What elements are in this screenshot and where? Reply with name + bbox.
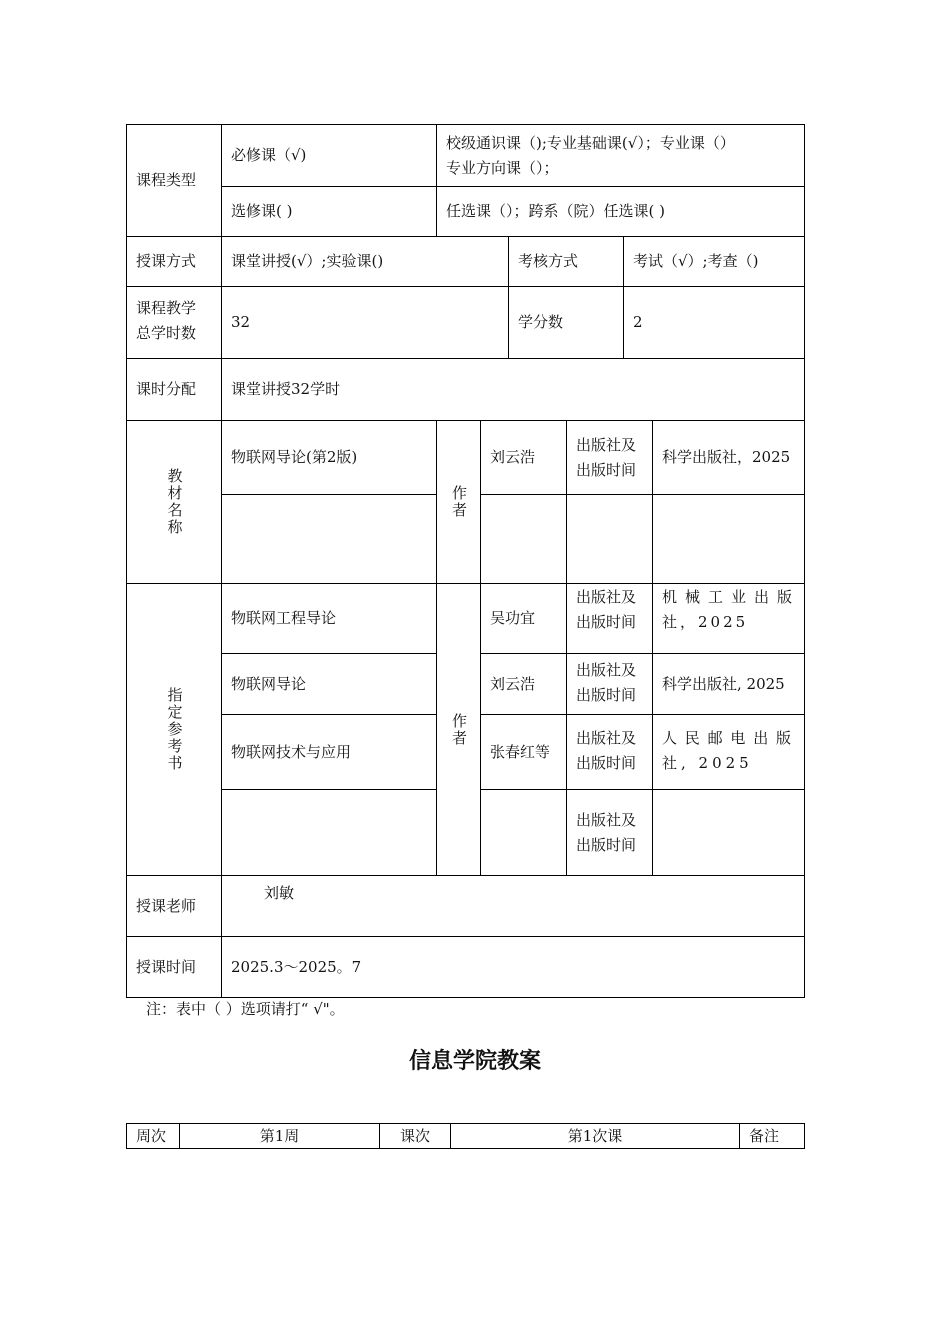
- schedule-value: 2025.3～2025。7: [221, 936, 805, 998]
- reference-3-publisher-label: [566, 714, 653, 790]
- textbook-author-label: [436, 420, 481, 584]
- week-label: 周次: [126, 1123, 180, 1149]
- lesson-label: 课次: [379, 1123, 451, 1149]
- reference-3-publisher: 人民邮电出版社, 2025: [652, 714, 805, 790]
- course-type-label: 课程类型: [126, 124, 222, 237]
- textbook-1-name: 物联网导论(第2版): [221, 420, 437, 495]
- reference-2-publisher: 科学出版社, 2025: [652, 653, 805, 715]
- publisher-label-line1: 出版社及: [576, 661, 637, 679]
- textbook-1-author: 刘云浩: [480, 420, 567, 495]
- textbook-2-publisher: [652, 494, 805, 584]
- reference-3-author: 张春红等: [480, 714, 567, 790]
- schedule-label: 授课时间: [126, 936, 222, 998]
- hour-allocation-value: 课堂讲授32学时: [221, 358, 805, 421]
- elective-course-options: 任选课（）；跨系（院）任选课( ): [436, 186, 805, 237]
- remark-label: 备注: [739, 1123, 805, 1149]
- hour-allocation-label: 课时分配: [126, 358, 222, 421]
- publisher-label-line2: 出版时间: [576, 613, 637, 631]
- textbook-1-publisher: 科学出版社，2025: [652, 420, 805, 495]
- reference-1-publisher-label: [566, 583, 653, 654]
- credit-label: 学分数: [508, 286, 624, 359]
- total-hours-value: 32: [221, 286, 509, 359]
- reference-1-author: 吴功宜: [480, 583, 567, 654]
- week-value: 第1周: [179, 1123, 380, 1149]
- publisher-label-line2: 出版时间: [576, 461, 637, 479]
- teaching-mode-value: 课堂讲授(√）;实验课(): [221, 236, 509, 287]
- reference-4-publisher: [652, 789, 805, 876]
- reference-author-label-text: 作者: [450, 712, 468, 747]
- reference-4-author: [480, 789, 567, 876]
- reference-2-publisher-label: [566, 653, 653, 715]
- teacher-label: 授课老师: [126, 875, 222, 937]
- lesson-value: 第1次课: [450, 1123, 740, 1149]
- reference-4-name: [221, 789, 437, 876]
- reference-2-author: 刘云浩: [480, 653, 567, 715]
- reference-2-name: 物联网导论: [221, 653, 437, 715]
- reference-3-name: 物联网技术与应用: [221, 714, 437, 790]
- teaching-mode-label: 授课方式: [126, 236, 222, 287]
- publisher-label-line2: 出版时间: [576, 754, 637, 772]
- required-course-cell: 必修课（√): [221, 124, 437, 187]
- reference-1-publisher: 机械工业出版社，2025: [652, 583, 805, 654]
- reference-books-label-text: 指定参考书: [165, 687, 184, 772]
- teacher-value: 刘敏: [221, 875, 805, 937]
- textbook-label-text: 教材名称: [165, 468, 184, 536]
- textbook-2-author: [480, 494, 567, 584]
- textbook-2-name: [221, 494, 437, 584]
- exam-mode-value: 考试（√）;考查（): [623, 236, 805, 287]
- exam-mode-label: 考核方式: [508, 236, 624, 287]
- credit-value: 2: [623, 286, 805, 359]
- publisher-label-line2: 出版时间: [576, 686, 637, 704]
- total-hours-label-line2: 总学时数: [136, 324, 197, 342]
- textbook-2-publisher-label: [566, 494, 653, 584]
- page-title: 信息学院教案: [408, 1049, 541, 1074]
- reference-1-name: 物联网工程导论: [221, 583, 437, 654]
- textbook-author-label-text: 作者: [450, 485, 468, 519]
- publisher-label-line2: 出版时间: [576, 836, 637, 854]
- publisher-label-line1: 出版社及: [576, 436, 637, 454]
- elective-course-cell: 选修课( ): [221, 186, 437, 237]
- total-hours-label-line1: 课程教学: [136, 299, 197, 317]
- reference-books-label: [126, 583, 222, 876]
- publisher-label-line1: 出版社及: [576, 588, 637, 606]
- table-note: 注：表中（ ）选项请打“ √"。: [146, 1000, 345, 1018]
- required-course-options: [436, 124, 805, 187]
- required-options-line1: 校级通识课（);专业基础课(√）；专业课（）: [446, 134, 735, 152]
- required-options-line2: 专业方向课（）；: [446, 159, 559, 177]
- total-hours-label: [126, 286, 222, 359]
- publisher-label-line1: 出版社及: [576, 811, 637, 829]
- textbook-label: [126, 420, 222, 584]
- publisher-label-line1: 出版社及: [576, 729, 637, 747]
- reference-4-publisher-label: [566, 789, 653, 876]
- reference-author-label: [436, 583, 481, 876]
- textbook-1-publisher-label: [566, 420, 653, 495]
